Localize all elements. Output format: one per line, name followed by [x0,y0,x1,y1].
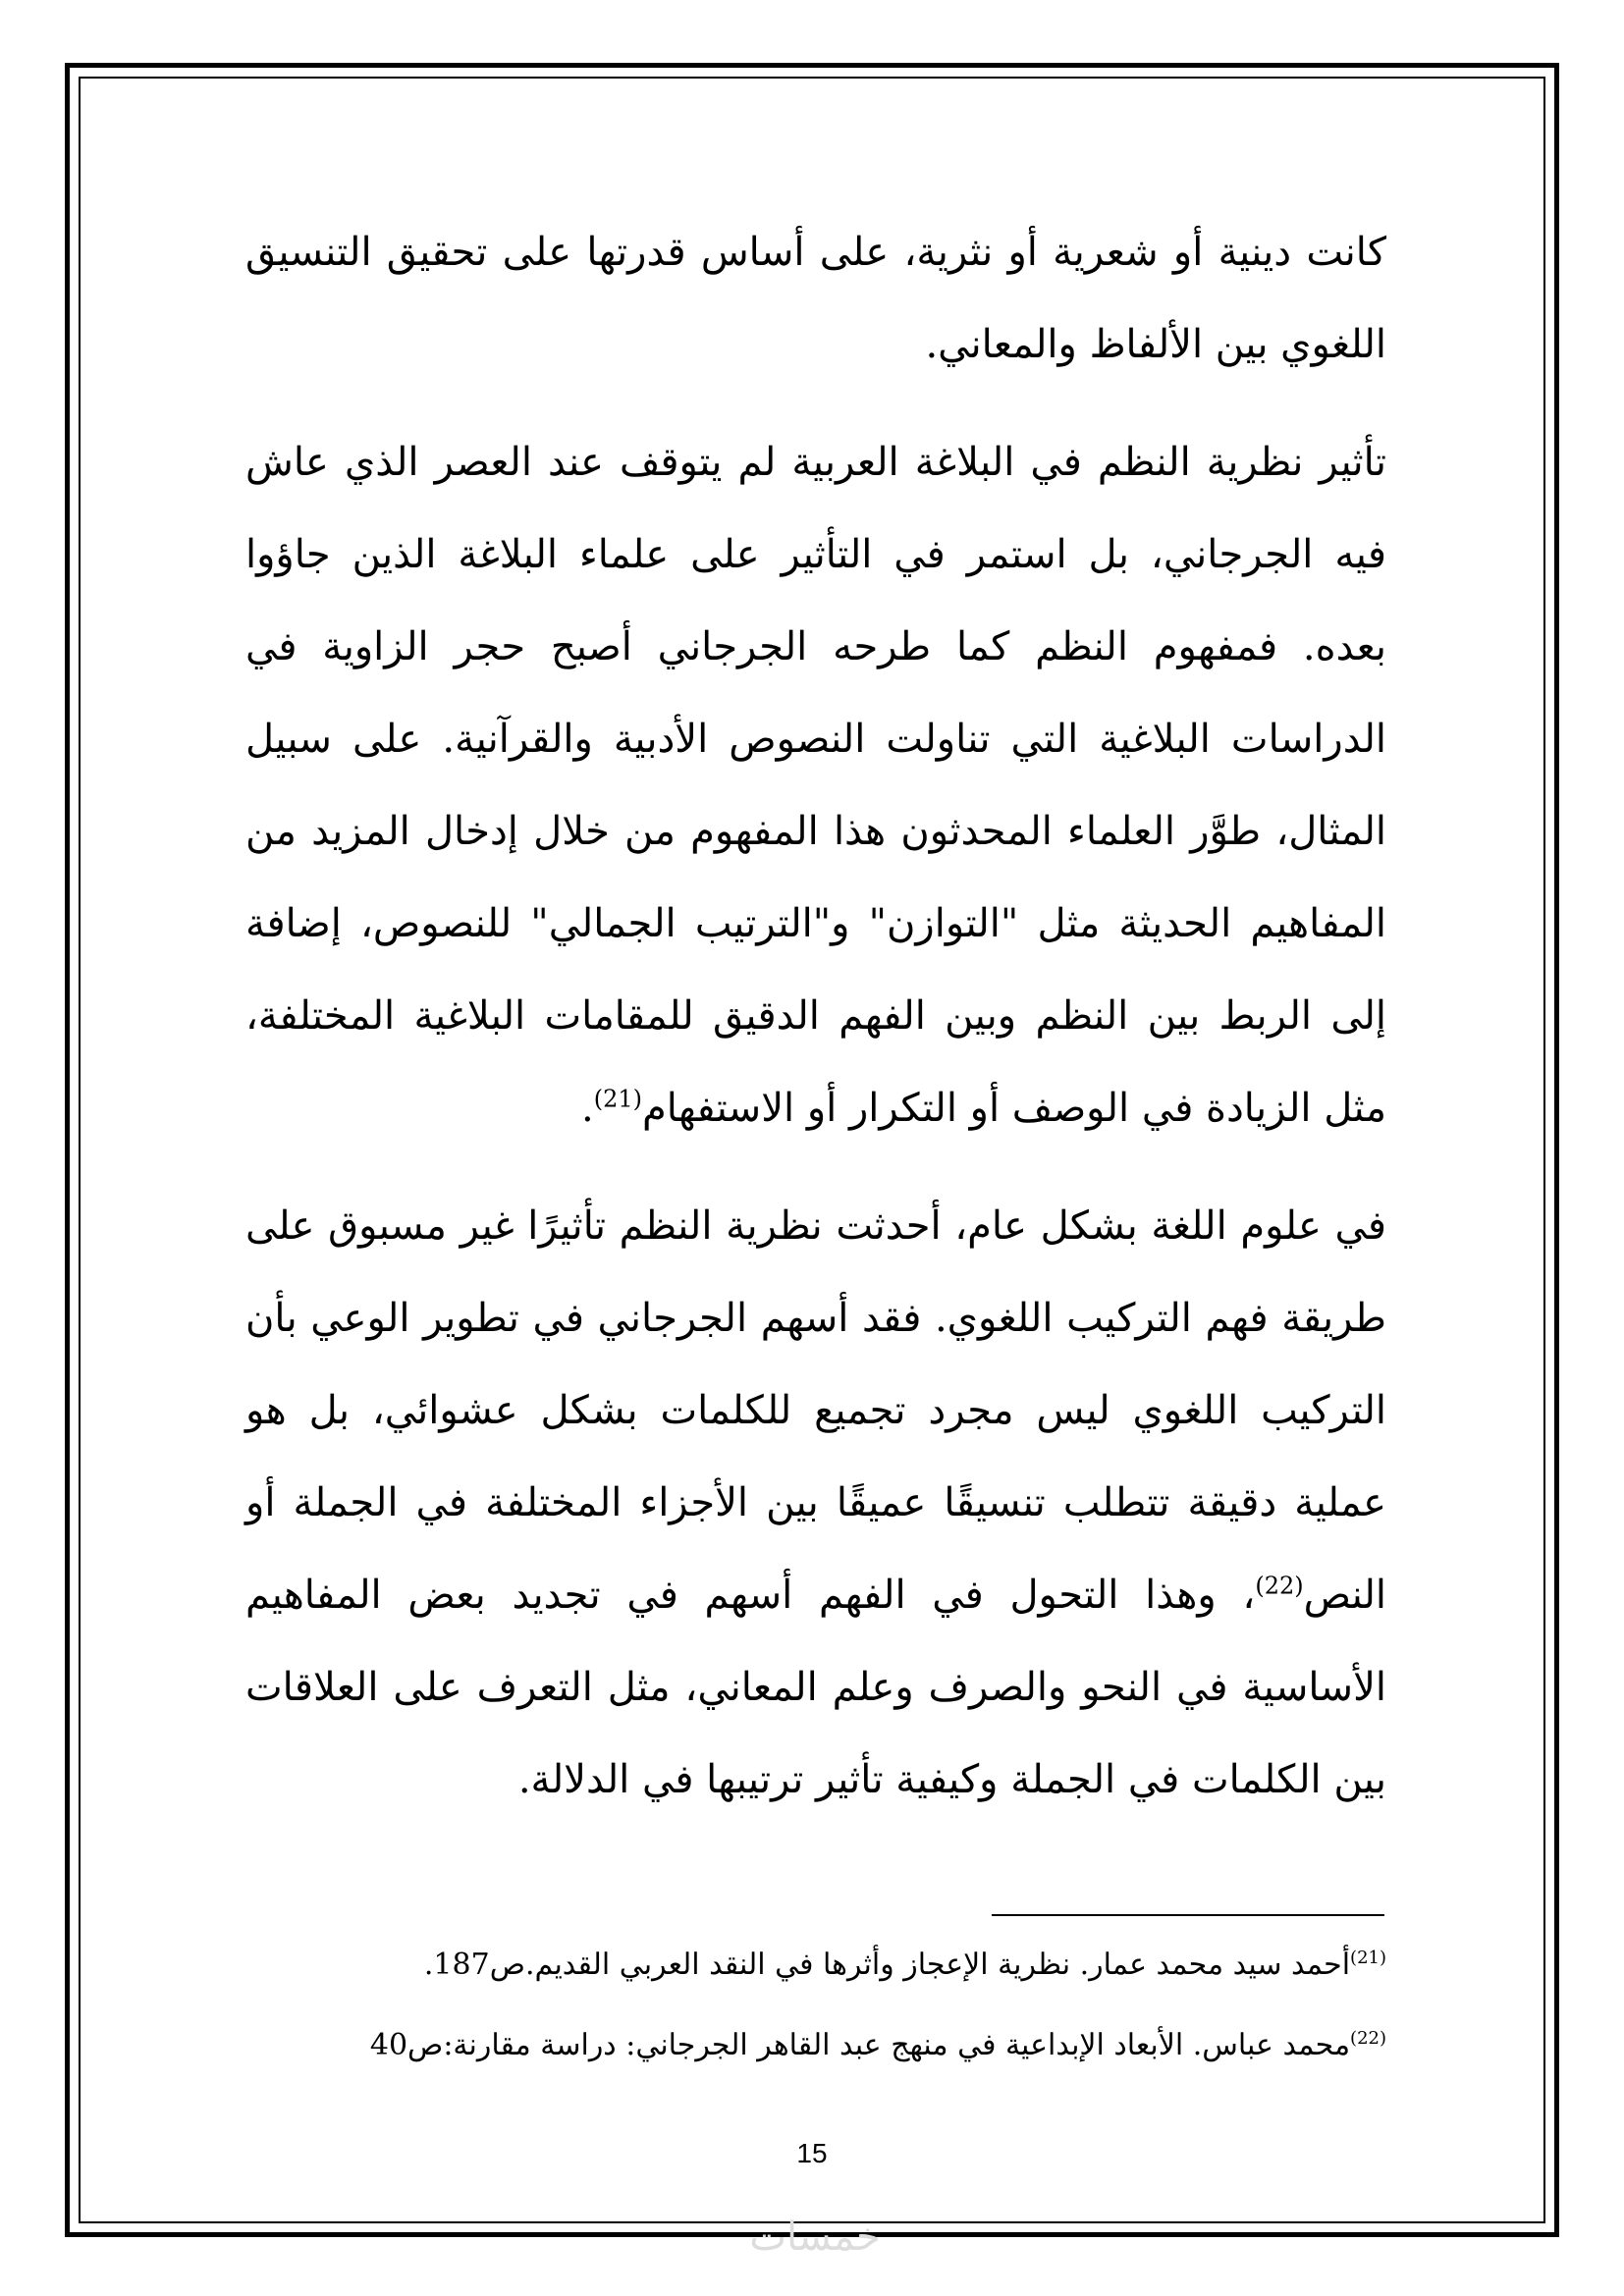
footnote-ref-21: (21) [593,1085,642,1113]
footnote-text: أحمد سيد محمد عمار. نظرية الإعجاز وأثرها في النقد العربي القديم.ص187. [423,1948,1351,1982]
paragraph-1: كانت دينية أو شعرية أو نثرية، على أساس قدرتها على تحقيق التنسيق اللغوي بين الألفاظ والمعاني. [245,230,1386,367]
footnote-ref-22: (22) [1255,1572,1304,1600]
footnote-text: محمد عباس. الأبعاد الإبداعية في منهج عبد القاهر الجرجاني: دراسة مقارنة:ص40 [369,2028,1351,2062]
footnote-22 [208,2024,1386,2067]
footnote-separator [992,1914,1384,1916]
footnote-marker: (22) [1350,2028,1386,2049]
paragraph-3: في علوم اللغة بشكل عام، أحدثت نظرية النظم تأثيرًا غير مسبوق على طريقة فهم التركيب اللغوي. فقد أسهم الجرجاني في تطوير الوعي بأن التركيب اللغوي ليس مجرد تجميع للكلمات بشكل عشوائي، بل هو عملية دقيقة تتطلب تنسيقًا عميقًا بين الأجزاء المختلفة في الجملة أو النص$^{(22)}$، وهذا التحول في الفهم أسهم في تجديد بعض المفاهيم الأساسية في النحو والصرف وعلم المعاني، مثل التعرف على العلاقات بين الكلمات في الجملة وكيفية تأثير ترتيبها في الدلالة. [245,1203,1386,1802]
footnote-marker: (21) [1350,1948,1386,1968]
watermark-logo: خمسات [749,2215,881,2260]
body-text [245,206,1386,1826]
paragraph-2: تأثير نظرية النظم في البلاغة العربية لم يتوقف عند العصر الذي عاش فيه الجرجاني، بل استمر في التأثير على علماء البلاغة الذين جاؤوا بعده. فمفهوم النظم كما طرحه الجرجاني أصبح حجر الزاوية في الدراسات البلاغية التي تناولت النصوص الأدبية والقرآنية. على سبيل المثال، طوَّر العلماء المحدثون هذا المفهوم من خلال إدخال المزيد من المفاهيم الحديثة مثل "التوازن" و"الترتيب الجمالي" للنصوص، إضافة إلى الربط بين النظم وبين الفهم الدقيق للمقامات البلاغية المختلفة، مثل الزيادة في الوصف أو التكرار أو الاستفهام$^{(21)}$. [245,440,1386,1131]
page-number: 15 [796,2138,828,2168]
footnote-21 [208,1944,1386,1987]
